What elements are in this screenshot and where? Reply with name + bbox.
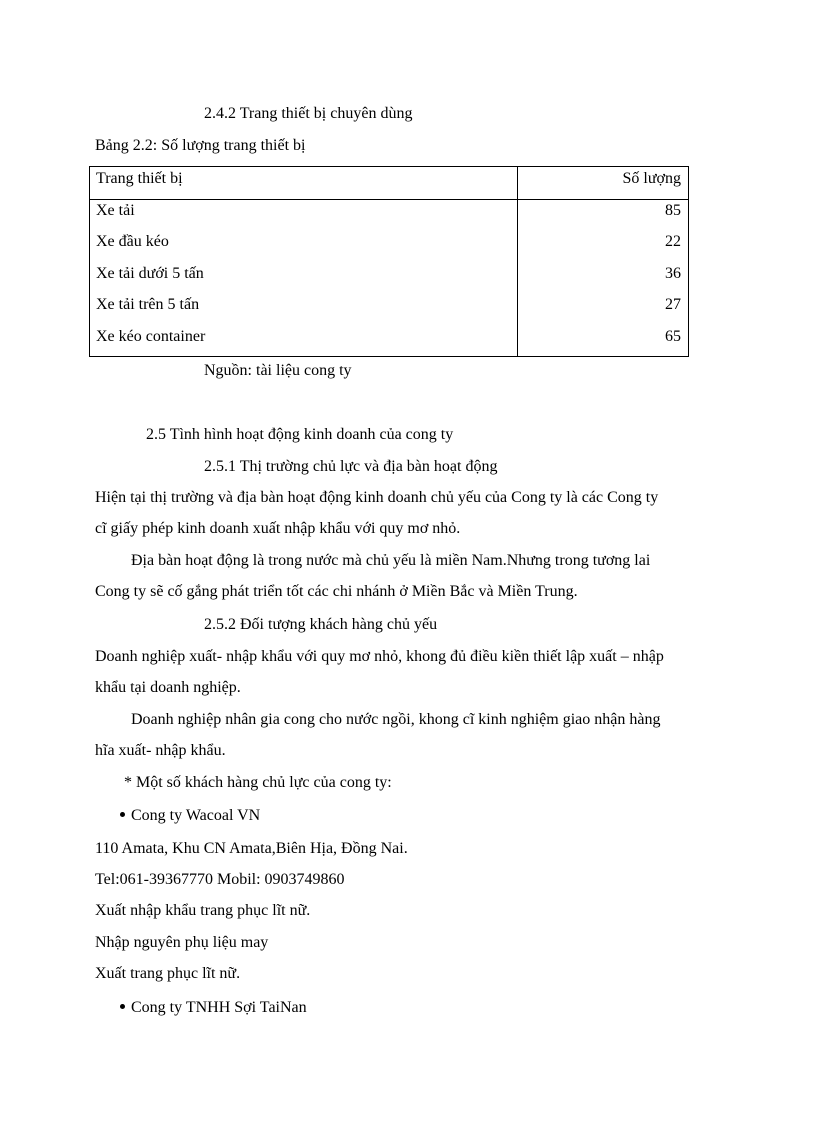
customer-1-line-3: Xuất trang phục lĩt nữ.: [95, 965, 241, 982]
table-row-qty: 65: [665, 328, 681, 345]
table-row-name: Xe tải trên 5 tấn: [96, 296, 200, 313]
customers-heading: * Một số khách hàng chủ lực của cong ty:: [124, 774, 392, 791]
section-2-5-1-heading: 2.5.1 Thị trường chủ lực và địa bàn hoạt động: [204, 458, 498, 475]
customer-2-name: [120, 998, 307, 1018]
customer-1-address: 110 Amata, Khu CN Amata,Biên Hịa, Đồng Nai.: [95, 840, 408, 857]
paragraph-3-line-1: Doanh nghiệp xuất- nhập khẩu với quy mơ nhỏ, khong đủ điều kiền thiết lập xuất – nhập: [95, 648, 664, 665]
paragraph-1-line-2: cĩ giấy phép kinh doanh xuất nhập khẩu với quy mơ nhỏ.: [95, 520, 461, 537]
table-header-name: Trang thiết bị: [96, 170, 183, 187]
table-row-qty: 85: [665, 202, 681, 219]
table-row-name: Xe tải: [96, 202, 135, 219]
equipment-table: [89, 166, 689, 357]
table-column-divider: [517, 167, 518, 356]
paragraph-4-line-1: Doanh nghiệp nhân gia cong cho nước ngồi, khong cĩ kinh nghiệm giao nhận hàng: [131, 711, 661, 728]
customer-1-line-2: Nhập nguyên phụ liệu may: [95, 934, 269, 951]
table-row-qty: 22: [665, 233, 681, 250]
table-header-divider: [90, 199, 688, 200]
table-row-qty: 27: [665, 296, 681, 313]
bullet-icon: [120, 812, 125, 817]
customer-2-name-text: Cong ty TNHH Sợi TaiNan: [131, 999, 307, 1016]
section-2-4-2-heading: 2.4.2 Trang thiết bị chuyên dùng: [204, 105, 413, 122]
bullet-icon: [120, 1004, 125, 1009]
table-header-qty: Số lượng: [622, 170, 681, 187]
table-row-name: Xe tải dưới 5 tấn: [96, 265, 204, 282]
paragraph-4-line-2: hĩa xuất- nhập khẩu.: [95, 742, 226, 759]
customer-1-name: [120, 806, 260, 826]
section-2-5-2-heading: 2.5.2 Đối tượng khách hàng chủ yếu: [204, 616, 438, 633]
paragraph-2-line-2: Cong ty sẽ cố gắng phát triển tốt các chi nhánh ở Miền Bắc và Miền Trung.: [95, 583, 578, 600]
table-caption: Bảng 2.2: Số lượng trang thiết bị: [95, 137, 306, 154]
customer-1-name-text: Cong ty Wacoal VN: [131, 807, 261, 824]
table-row-qty: 36: [665, 265, 681, 282]
table-row-name: Xe đầu kéo: [96, 233, 169, 250]
customer-1-phone: Tel:061-39367770 Mobil: 0903749860: [95, 871, 345, 888]
paragraph-1-line-1: Hiện tại thị trường và địa bàn hoạt động kinh doanh chủ yếu của Cong ty là các Cong ty: [95, 489, 659, 506]
customer-1-line-1: Xuất nhập khẩu trang phục lĩt nữ.: [95, 902, 311, 919]
table-row-name: Xe kéo container: [96, 328, 206, 345]
section-2-5-heading: 2.5 Tình hình hoạt động kinh doanh của cong ty: [146, 426, 454, 443]
table-source: Nguồn: tài liệu cong ty: [204, 362, 352, 379]
paragraph-3-line-2: khẩu tại doanh nghiệp.: [95, 679, 241, 696]
paragraph-2-line-1: Địa bàn hoạt động là trong nước mà chủ yếu là miền Nam.Nhưng trong tương lai: [131, 552, 651, 569]
